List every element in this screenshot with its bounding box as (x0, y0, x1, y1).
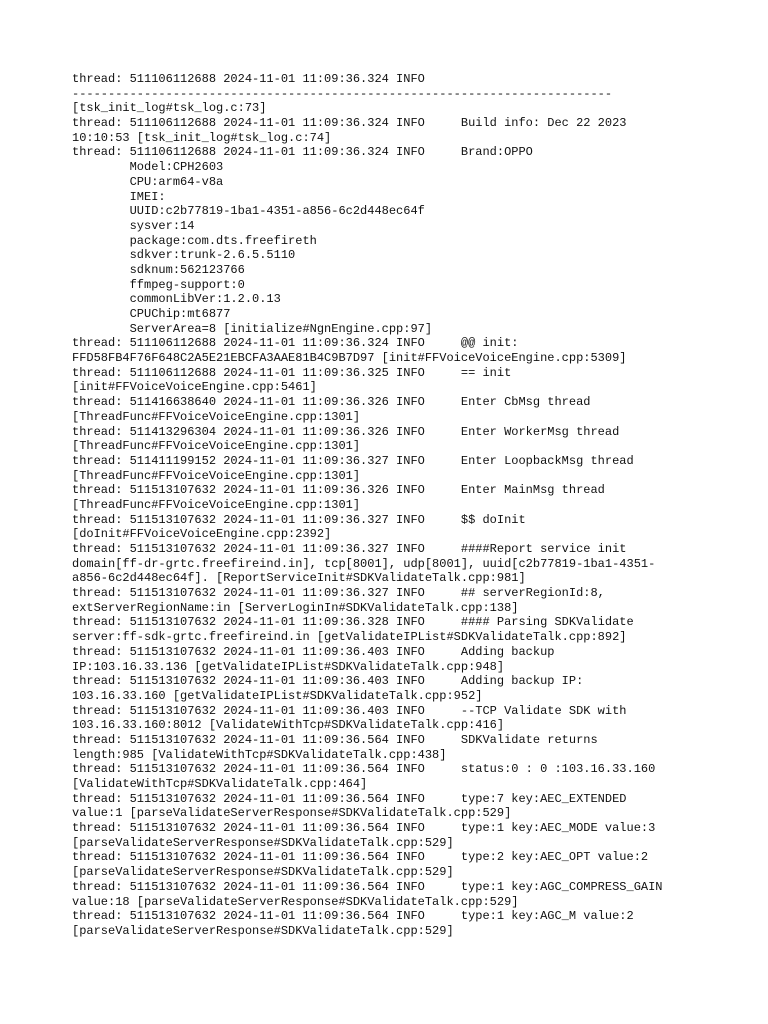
log-line: thread: 511106112688 2024-11-01 11:09:36.324 INFO Brand:OPPO (72, 145, 533, 160)
log-line: thread: 511513107632 2024-11-01 11:09:36.327 INFO ## serverRegionId:8, (72, 586, 605, 601)
log-line: ffmpeg-support:0 (72, 277, 245, 292)
log-line: thread: 511413296304 2024-11-01 11:09:36.326 INFO Enter WorkerMsg thread (72, 424, 620, 439)
log-line: UUID:c2b77819-1ba1-4351-a856-6c2d448ec64f (72, 204, 425, 219)
log-line: [ThreadFunc#FFVoiceVoiceEngine.cpp:1301] (72, 439, 361, 454)
log-line: thread: 511513107632 2024-11-01 11:09:36.403 INFO Adding backup (72, 644, 555, 659)
log-line: [ThreadFunc#FFVoiceVoiceEngine.cpp:1301] (72, 497, 361, 512)
log-line: [parseValidateServerResponse#SDKValidateTalk.cpp:529] (72, 835, 454, 850)
log-line: length:985 [ValidateWithTcp#SDKValidateTalk.cpp:438] (72, 747, 447, 762)
log-line: package:com.dts.freefireth (72, 233, 317, 248)
log-line: thread: 511513107632 2024-11-01 11:09:36.327 INFO ####Report service init (72, 542, 627, 556)
log-text-block (72, 72, 732, 939)
log-line: [doInit#FFVoiceVoiceEngine.cpp:2392] (72, 527, 332, 542)
log-line: thread: 511416638640 2024-11-01 11:09:36.326 INFO Enter CbMsg thread (72, 395, 591, 410)
log-line: 10:10:53 [tsk_init_log#tsk_log.c:74] (72, 130, 332, 145)
log-line: thread: 511513107632 2024-11-01 11:09:36.564 INFO status:0 : 0 :103.16.33.160 (72, 762, 656, 777)
log-line: Model:CPH2603 (72, 160, 224, 175)
log-line: a856-6c2d448ec64f]. [ReportServiceInit#SDKValidateTalk.cpp:981] (72, 571, 526, 586)
log-line: CPU:arm64-v8a (72, 174, 224, 189)
log-line: thread: 511106112688 2024-11-01 11:09:36.324 INFO (72, 72, 425, 86)
log-line: thread: 511513107632 2024-11-01 11:09:36.328 INFO #### Parsing SDKValidate (72, 615, 634, 630)
log-line: thread: 511513107632 2024-11-01 11:09:36.564 INFO type:1 key:AGC_COMPRESS_GAIN (72, 879, 663, 894)
log-line: --------------------------------------------------------------------------- (72, 86, 613, 101)
log-line: thread: 511513107632 2024-11-01 11:09:36.564 INFO type:2 key:AEC_OPT value:2 (72, 850, 649, 865)
log-line: [ThreadFunc#FFVoiceVoiceEngine.cpp:1301] (72, 409, 361, 424)
log-line: thread: 511513107632 2024-11-01 11:09:36.326 INFO Enter MainMsg thread (72, 483, 605, 498)
log-line: FFD58FB4F76F648C2A5E21EBCFA3AAE81B4C9B7D97 [init#FFVoiceVoiceEngine.cpp:5309] (72, 351, 627, 366)
log-line: thread: 511513107632 2024-11-01 11:09:36.564 INFO type:7 key:AEC_EXTENDED (72, 791, 627, 806)
log-line: CPUChip:mt6877 (72, 307, 231, 321)
log-line: ServerArea=8 [initialize#NgnEngine.cpp:97] (72, 321, 433, 336)
log-line: thread: 511106112688 2024-11-01 11:09:36.325 INFO == init (72, 365, 512, 380)
log-line: thread: 511106112688 2024-11-01 11:09:36.324 INFO @@ init: (72, 336, 519, 351)
log-line: commonLibVer:1.2.0.13 (72, 292, 281, 307)
log-line: 103.16.33.160 [getValidateIPList#SDKValidateTalk.cpp:952] (72, 688, 483, 703)
log-line: sdkver:trunk-2.6.5.5110 (72, 248, 296, 263)
log-line: thread: 511513107632 2024-11-01 11:09:36.327 INFO $$ doInit (72, 512, 526, 527)
log-line: 103.16.33.160:8012 [ValidateWithTcp#SDKValidateTalk.cpp:416] (72, 718, 505, 733)
log-line: thread: 511513107632 2024-11-01 11:09:36.564 INFO SDKValidate returns (72, 732, 598, 747)
log-line: server:ff-sdk-grtc.freefireind.in [getValidateIPList#SDKValidateTalk.cpp:892] (72, 630, 627, 645)
log-line: value:18 [parseValidateServerResponse#SDKValidateTalk.cpp:529] (72, 894, 519, 909)
log-line: [parseValidateServerResponse#SDKValidateTalk.cpp:529] (72, 923, 454, 938)
log-line: sdknum:562123766 (72, 262, 245, 277)
log-line: [ThreadFunc#FFVoiceVoiceEngine.cpp:1301] (72, 468, 361, 483)
log-line: sysver:14 (72, 218, 195, 233)
log-line: thread: 511513107632 2024-11-01 11:09:36.403 INFO --TCP Validate SDK with (72, 703, 627, 718)
log-line: IP:103.16.33.136 [getValidateIPList#SDKValidateTalk.cpp:948] (72, 659, 505, 674)
log-line: IMEI: (72, 189, 166, 204)
log-line: thread: 511411199152 2024-11-01 11:09:36.327 INFO Enter LoopbackMsg thread (72, 453, 634, 468)
log-line: [parseValidateServerResponse#SDKValidateTalk.cpp:529] (72, 865, 454, 880)
log-line: extServerRegionName:in [ServerLoginIn#SDKValidateTalk.cpp:138] (72, 600, 519, 615)
log-line: thread: 511513107632 2024-11-01 11:09:36.564 INFO type:1 key:AGC_M value:2 (72, 909, 634, 924)
log-line: [ValidateWithTcp#SDKValidateTalk.cpp:464] (72, 777, 368, 791)
log-line: value:1 [parseValidateServerResponse#SDKValidateTalk.cpp:529] (72, 806, 512, 821)
log-line: thread: 511106112688 2024-11-01 11:09:36.324 INFO Build info: Dec 22 2023 (72, 116, 627, 131)
log-line: domain[ff-dr-grtc.freefireind.in], tcp[8001], udp[8001], uuid[c2b77819-1ba1-4351- (72, 556, 656, 571)
log-line: thread: 511513107632 2024-11-01 11:09:36.564 INFO type:1 key:AEC_MODE value:3 (72, 821, 656, 836)
log-line: thread: 511513107632 2024-11-01 11:09:36.403 INFO Adding backup IP: (72, 674, 584, 689)
log-line: [tsk_init_log#tsk_log.c:73] (72, 101, 267, 116)
log-line: [init#FFVoiceVoiceEngine.cpp:5461] (72, 380, 317, 395)
